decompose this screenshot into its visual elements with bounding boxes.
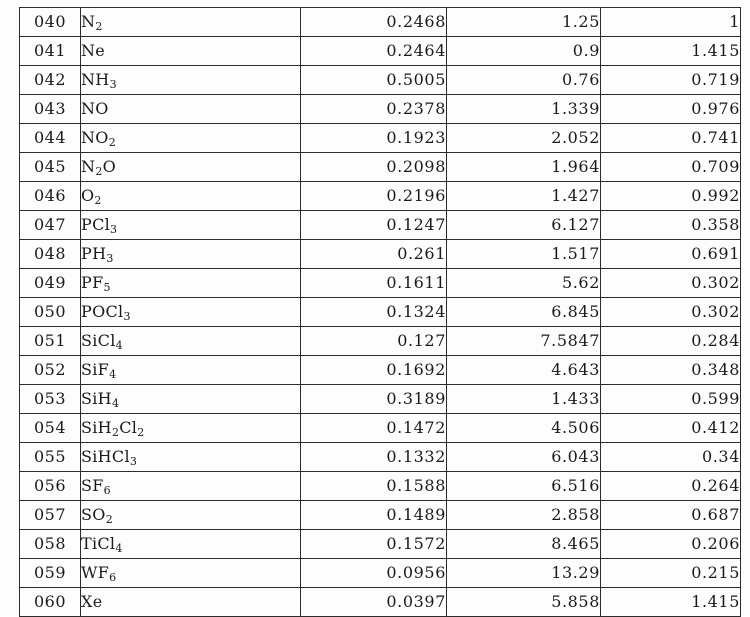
formula-subscript: 3 [129, 455, 138, 468]
value-3-cell: 0.976 [601, 95, 741, 124]
row-code-cell: 048 [20, 240, 81, 269]
formula-text: Ne [81, 41, 106, 60]
formula-cell [81, 66, 301, 95]
table-row [20, 385, 741, 414]
formula-subscript: 2 [95, 20, 103, 33]
value-3-cell: 0.599 [601, 385, 741, 414]
value-2-cell: 6.043 [447, 443, 601, 472]
formula-cell [81, 414, 301, 443]
value-3-cell: 0.358 [601, 211, 741, 240]
value-3-cell: 1.415 [601, 37, 741, 66]
row-code-cell: 060 [20, 588, 81, 617]
formula-text: SiH [81, 418, 112, 437]
value-2-cell: 6.516 [447, 472, 601, 501]
table-row [20, 588, 741, 617]
formula-text: WF [81, 563, 110, 582]
value-1-cell: 0.5005 [301, 66, 447, 95]
formula-subscript: 4 [111, 397, 120, 410]
formula-cell [81, 327, 301, 356]
formula-cell [81, 443, 301, 472]
value-1-cell: 0.1692 [301, 356, 447, 385]
value-2-cell: 1.433 [447, 385, 601, 414]
value-3-cell: 0.687 [601, 501, 741, 530]
formula-text: NO [81, 128, 109, 147]
value-2-cell: 1.339 [447, 95, 601, 124]
table-row [20, 182, 741, 211]
value-2-cell: 2.858 [447, 501, 601, 530]
value-1-cell: 0.2468 [301, 8, 447, 37]
formula-cell [81, 211, 301, 240]
formula-text: SiCl [81, 331, 116, 350]
value-2-cell: 6.127 [447, 211, 601, 240]
value-2-cell: 7.5847 [447, 327, 601, 356]
row-code-cell: 043 [20, 95, 81, 124]
value-1-cell: 0.1489 [301, 501, 447, 530]
value-2-cell: 0.9 [447, 37, 601, 66]
formula-text: Cl [119, 418, 138, 437]
value-1-cell: 0.1611 [301, 269, 447, 298]
row-code-cell: 044 [20, 124, 81, 153]
formula-cell [81, 153, 301, 182]
formula-text: SiH [81, 389, 112, 408]
table-row [20, 501, 741, 530]
table-body [20, 8, 741, 617]
value-3-cell: 0.992 [601, 182, 741, 211]
value-2-cell: 2.052 [447, 124, 601, 153]
value-1-cell: 0.1332 [301, 443, 447, 472]
row-code-cell: 054 [20, 414, 81, 443]
value-3-cell: 0.691 [601, 240, 741, 269]
formula-subscript: 2 [111, 426, 120, 439]
table-row [20, 443, 741, 472]
formula-cell [81, 385, 301, 414]
value-1-cell: 0.0397 [301, 588, 447, 617]
formula-subscript: 5 [103, 281, 111, 294]
formula-text: POCl [81, 302, 124, 321]
formula-text: PCl [81, 215, 111, 234]
table-row [20, 356, 741, 385]
table-row [20, 240, 741, 269]
row-code-cell: 052 [20, 356, 81, 385]
value-2-cell: 4.643 [447, 356, 601, 385]
value-1-cell: 0.1472 [301, 414, 447, 443]
value-1-cell: 0.1247 [301, 211, 447, 240]
value-3-cell: 1 [601, 8, 741, 37]
formula-text: O [81, 186, 95, 205]
table-row [20, 472, 741, 501]
formula-text: PH [81, 244, 107, 263]
row-code-cell: 041 [20, 37, 81, 66]
value-1-cell: 0.0956 [301, 559, 447, 588]
table-row [20, 530, 741, 559]
row-code-cell: 042 [20, 66, 81, 95]
formula-cell [81, 472, 301, 501]
formula-cell [81, 356, 301, 385]
value-3-cell: 1.415 [601, 588, 741, 617]
value-3-cell: 0.741 [601, 124, 741, 153]
value-2-cell: 1.427 [447, 182, 601, 211]
value-2-cell: 1.517 [447, 240, 601, 269]
formula-subscript: 4 [115, 542, 123, 555]
value-2-cell: 5.858 [447, 588, 601, 617]
formula-cell [81, 298, 301, 327]
value-3-cell: 0.348 [601, 356, 741, 385]
formula-cell [81, 37, 301, 66]
formula-subscript: 2 [95, 165, 103, 178]
value-2-cell: 6.845 [447, 298, 601, 327]
formula-text: NO [81, 99, 109, 118]
formula-text: PF [81, 273, 104, 292]
value-2-cell: 13.29 [447, 559, 601, 588]
value-3-cell: 0.709 [601, 153, 741, 182]
value-3-cell: 0.412 [601, 414, 741, 443]
value-2-cell: 4.506 [447, 414, 601, 443]
row-code-cell: 051 [20, 327, 81, 356]
formula-subscript: 2 [94, 194, 102, 207]
table-row [20, 559, 741, 588]
value-1-cell: 0.1324 [301, 298, 447, 327]
formula-cell [81, 559, 301, 588]
value-1-cell: 0.127 [301, 327, 447, 356]
value-1-cell: 0.2098 [301, 153, 447, 182]
value-3-cell: 0.719 [601, 66, 741, 95]
value-3-cell: 0.302 [601, 298, 741, 327]
formula-text: TiCl [81, 534, 116, 553]
formula-text: N [81, 12, 96, 31]
table-row [20, 153, 741, 182]
table-row [20, 269, 741, 298]
value-2-cell: 1.25 [447, 8, 601, 37]
formula-cell [81, 588, 301, 617]
table-row [20, 37, 741, 66]
formula-cell [81, 8, 301, 37]
row-code-cell: 046 [20, 182, 81, 211]
table-row [20, 211, 741, 240]
formula-cell [81, 95, 301, 124]
formula-subscript: 2 [137, 426, 145, 439]
row-code-cell: 047 [20, 211, 81, 240]
formula-cell [81, 240, 301, 269]
gas-data-table [19, 7, 741, 617]
table-row [20, 66, 741, 95]
formula-subscript: 2 [108, 136, 117, 149]
formula-cell [81, 501, 301, 530]
value-3-cell: 0.206 [601, 530, 741, 559]
value-2-cell: 8.465 [447, 530, 601, 559]
value-2-cell: 1.964 [447, 153, 601, 182]
value-2-cell: 5.62 [447, 269, 601, 298]
formula-subscript: 6 [109, 571, 117, 584]
table-row [20, 8, 741, 37]
formula-subscript: 3 [109, 78, 117, 91]
value-1-cell: 0.2196 [301, 182, 447, 211]
formula-subscript: 3 [106, 252, 114, 265]
value-3-cell: 0.215 [601, 559, 741, 588]
table-row [20, 298, 741, 327]
formula-text: N [81, 157, 96, 176]
formula-cell [81, 182, 301, 211]
row-code-cell: 059 [20, 559, 81, 588]
formula-subscript: 4 [109, 368, 117, 381]
value-3-cell: 0.284 [601, 327, 741, 356]
formula-subscript: 2 [105, 513, 113, 526]
formula-text: SiHCl [81, 447, 130, 466]
formula-subscript: 3 [123, 310, 131, 323]
value-1-cell: 0.1572 [301, 530, 447, 559]
value-3-cell: 0.34 [601, 443, 741, 472]
table-row [20, 414, 741, 443]
row-code-cell: 058 [20, 530, 81, 559]
value-1-cell: 0.261 [301, 240, 447, 269]
formula-text: SiF [81, 360, 110, 379]
formula-text: NH [81, 70, 110, 89]
row-code-cell: 045 [20, 153, 81, 182]
row-code-cell: 040 [20, 8, 81, 37]
row-code-cell: 049 [20, 269, 81, 298]
value-1-cell: 0.1588 [301, 472, 447, 501]
table-row [20, 124, 741, 153]
table-row [20, 327, 741, 356]
formula-text: SO [81, 505, 106, 524]
value-3-cell: 0.264 [601, 472, 741, 501]
value-1-cell: 0.2378 [301, 95, 447, 124]
value-1-cell: 0.2464 [301, 37, 447, 66]
row-code-cell: 053 [20, 385, 81, 414]
row-code-cell: 057 [20, 501, 81, 530]
table-row [20, 95, 741, 124]
formula-text: SF [81, 476, 104, 495]
value-2-cell: 0.76 [447, 66, 601, 95]
formula-text: O [102, 157, 117, 176]
row-code-cell: 050 [20, 298, 81, 327]
formula-subscript: 6 [103, 484, 111, 497]
formula-text: Xe [81, 592, 103, 611]
value-3-cell: 0.302 [601, 269, 741, 298]
formula-subscript: 4 [115, 339, 123, 352]
row-code-cell: 056 [20, 472, 81, 501]
row-code-cell: 055 [20, 443, 81, 472]
value-1-cell: 0.3189 [301, 385, 447, 414]
value-1-cell: 0.1923 [301, 124, 447, 153]
formula-cell [81, 124, 301, 153]
formula-cell [81, 530, 301, 559]
formula-subscript: 3 [110, 223, 118, 236]
formula-cell [81, 269, 301, 298]
